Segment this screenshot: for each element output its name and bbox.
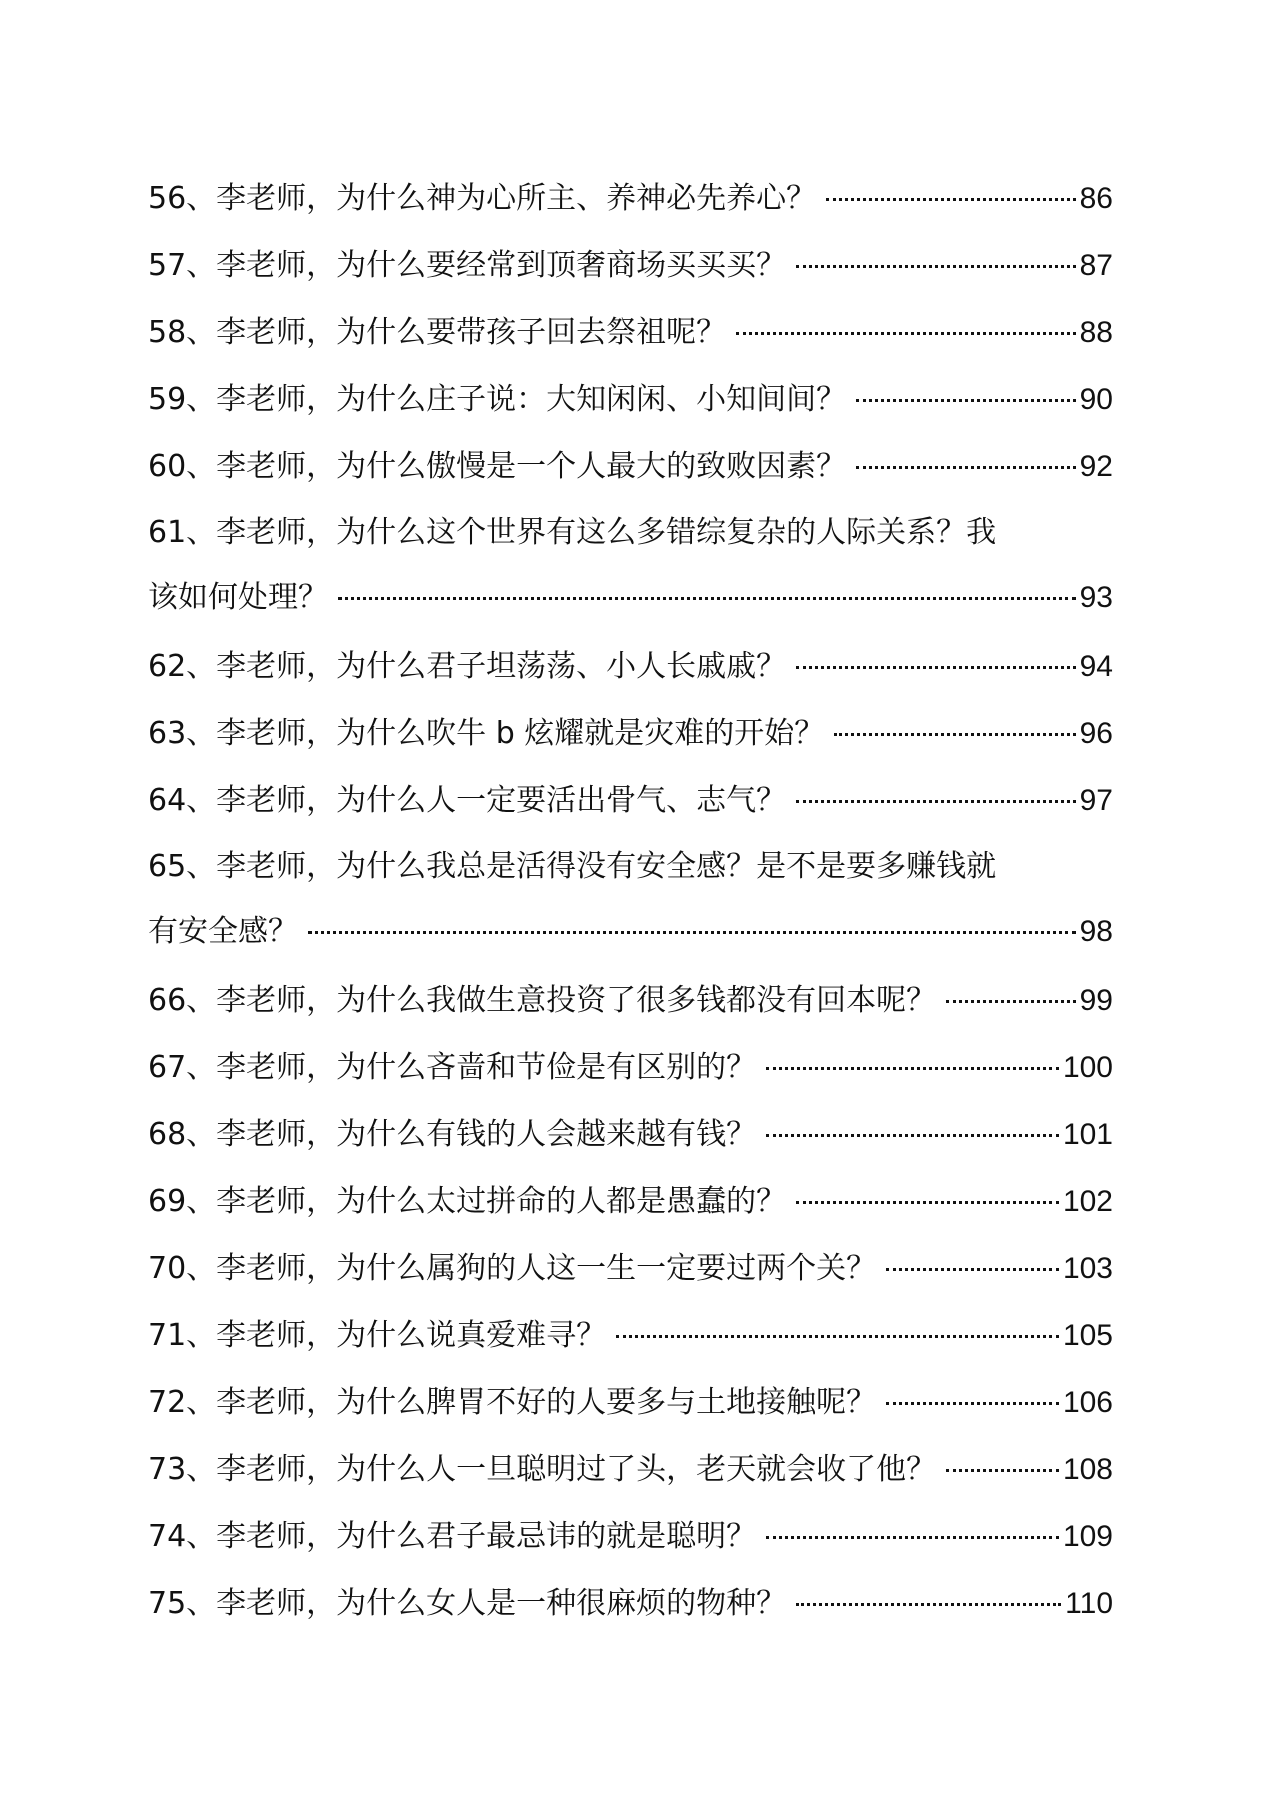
toc-entry[interactable] (148, 1436, 1113, 1503)
toc-entry[interactable] (148, 1101, 1113, 1168)
toc-entry-title-line2: 有安全感？ (148, 914, 298, 949)
toc-entry[interactable] (148, 1570, 1113, 1637)
toc-entry-title: 69、李老师，为什么太过拼命的人都是愚蠢的？ (148, 1184, 787, 1219)
toc-page-number: 109 (1062, 1520, 1113, 1553)
toc-entry-title: 64、李老师，为什么人一定要活出骨气、志气？ (148, 783, 787, 818)
toc-page-number: 93 (1079, 581, 1113, 614)
toc-page-number: 96 (1079, 717, 1113, 750)
dot-leader (796, 800, 1075, 803)
toc-entry[interactable] (148, 1503, 1113, 1570)
dot-leader (308, 931, 1076, 934)
dot-leader (796, 1201, 1059, 1204)
toc-page-number: 98 (1079, 915, 1113, 948)
toc-entry-title: 75、李老师，为什么女人是一种很麻烦的物种？ (148, 1586, 787, 1621)
toc-entry[interactable] (148, 633, 1113, 700)
toc-page-number: 88 (1079, 316, 1113, 349)
dot-leader (338, 597, 1076, 600)
toc-entry-title: 58、李老师，为什么要带孩子回去祭祖呢？ (148, 315, 727, 350)
toc-entry-title: 68、李老师，为什么有钱的人会越来越有钱？ (148, 1117, 757, 1152)
dot-leader (834, 733, 1075, 736)
dot-leader (826, 198, 1075, 201)
toc-page-number: 86 (1079, 182, 1113, 215)
dot-leader (616, 1335, 1059, 1338)
toc-entry-title: 60、李老师，为什么傲慢是一个人最大的致败因素？ (148, 449, 847, 484)
toc-entry[interactable] (148, 500, 1113, 633)
toc-entry-title: 74、李老师，为什么君子最忌讳的就是聪明？ (148, 1519, 757, 1554)
toc-entry[interactable] (148, 433, 1113, 500)
toc-entry-title: 70、李老师，为什么属狗的人这一生一定要过两个关？ (148, 1251, 877, 1286)
toc-entry[interactable] (148, 767, 1113, 834)
toc-entry-title-line1: 65、李老师，为什么我总是活得没有安全感？是不是要多赚钱就 (148, 849, 997, 884)
toc-entry[interactable] (148, 232, 1113, 299)
toc-entry[interactable] (148, 299, 1113, 366)
dot-leader (856, 399, 1075, 402)
toc-entry-title: 57、李老师，为什么要经常到顶奢商场买买买？ (148, 248, 787, 283)
toc-entry[interactable] (148, 1235, 1113, 1302)
dot-leader (796, 265, 1075, 268)
toc-entry[interactable] (148, 834, 1113, 967)
toc-entry[interactable] (148, 366, 1113, 433)
toc-page-number: 103 (1062, 1252, 1113, 1285)
toc-page-number: 101 (1062, 1118, 1113, 1151)
toc-page-number: 92 (1079, 450, 1113, 483)
dot-leader (766, 1134, 1059, 1137)
dot-leader (736, 332, 1075, 335)
toc-page-number: 106 (1062, 1386, 1113, 1419)
toc-entry-title-line1: 61、李老师，为什么这个世界有这么多错综复杂的人际关系？我 (148, 515, 997, 550)
dot-leader (766, 1067, 1059, 1070)
toc-page-number: 99 (1079, 984, 1113, 1017)
toc-page-number: 105 (1062, 1319, 1113, 1352)
toc-entry-title-line2: 该如何处理？ (148, 580, 328, 615)
toc-entry[interactable] (148, 1369, 1113, 1436)
toc-entry-title: 73、李老师，为什么人一旦聪明过了头，老天就会收了他？ (148, 1452, 937, 1487)
toc-page-number: 97 (1079, 784, 1113, 817)
toc-page-number: 94 (1079, 650, 1113, 683)
dot-leader (856, 466, 1075, 469)
toc-entry-title: 71、李老师，为什么说真爱难寻？ (148, 1318, 607, 1353)
toc-page-number: 108 (1062, 1453, 1113, 1486)
dot-leader (946, 1000, 1075, 1003)
toc-entry[interactable] (148, 967, 1113, 1034)
toc-entry-title: 56、李老师，为什么神为心所主、养神必先养心？ (148, 181, 817, 216)
dot-leader (796, 666, 1075, 669)
toc-page-number: 87 (1079, 249, 1113, 282)
toc-entry[interactable] (148, 165, 1113, 232)
toc-page-number: 100 (1062, 1051, 1113, 1084)
toc-page-number: 110 (1065, 1587, 1113, 1620)
toc-entry-title: 59、李老师，为什么庄子说：大知闲闲、小知间间？ (148, 382, 847, 417)
toc-page-number: 102 (1062, 1185, 1113, 1218)
dot-leader (766, 1536, 1059, 1539)
toc-entry[interactable] (148, 700, 1113, 767)
dot-leader (796, 1603, 1061, 1606)
toc-entry-title: 66、李老师，为什么我做生意投资了很多钱都没有回本呢？ (148, 983, 937, 1018)
toc-entry-title: 72、李老师，为什么脾胃不好的人要多与土地接触呢？ (148, 1385, 877, 1420)
dot-leader (886, 1268, 1059, 1271)
toc-entry[interactable] (148, 1168, 1113, 1235)
toc-entry[interactable] (148, 1302, 1113, 1369)
table-of-contents (148, 165, 1113, 1637)
toc-entry-title: 67、李老师，为什么吝啬和节俭是有区别的？ (148, 1050, 757, 1085)
toc-entry-title: 63、李老师，为什么吹牛 b 炫耀就是灾难的开始？ (148, 716, 825, 751)
toc-entry-title: 62、李老师，为什么君子坦荡荡、小人长戚戚？ (148, 649, 787, 684)
toc-entry[interactable] (148, 1034, 1113, 1101)
dot-leader (946, 1469, 1059, 1472)
toc-page-number: 90 (1079, 383, 1113, 416)
dot-leader (886, 1402, 1059, 1405)
